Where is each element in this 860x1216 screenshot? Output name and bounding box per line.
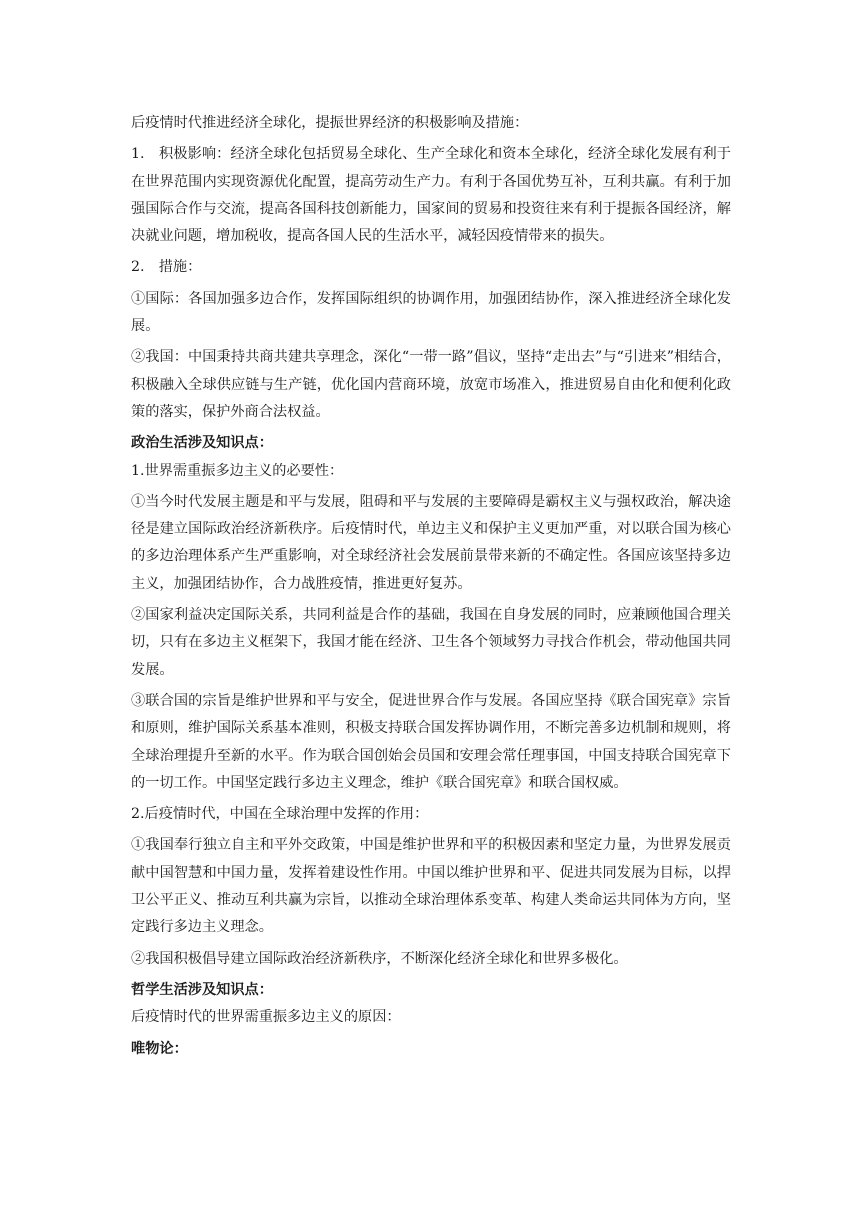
measure-china: ②我国：中国秉持共商共建共享理念，深化“一带一路”倡议，坚持“走出去”与“引进来”相结合，积极融入全球供应链与生产链，优化国内营商环境，放宽市场准入，推进贸易自由化和便利化政策的落实，保护外商合法权益。 xyxy=(131,349,731,420)
point-1-positive-impact: 1. 积极影响：经济全球化包括贸易全球化、生产全球化和资本全球化，经济全球化发展有利于在世界范围内实现资源优化配置，提高劳动生产力。有利于各国优势互补，互利共赢。有利于加强国际合作与交流，提高各国科技创新能力，国家间的贸易和投资往来有利于提振各国经济，解决就业问题，增加税收，提高各国人民的生活水平，减轻因疫情带来的损失。 xyxy=(131,146,731,245)
philosophy-reason: 后疫情时代的世界需重振多边主义的原因： xyxy=(131,1009,401,1026)
point-2-measures: 2. 措施： xyxy=(131,259,202,276)
politics-item-1: 1.世界需重振多边主义的必要性： xyxy=(131,462,344,479)
heading-politics: 政治生活涉及知识点： xyxy=(131,435,273,452)
politics-item-1-c: ③联合国的宗旨是维护世界和平与安全，促进世界合作与发展。各国应坚持《联合国宪章》宗旨和原则，维护国际关系基本准则，积极支持联合国发挥协调作用，不断完善多边机制和规则，将全球治理提升至新的水平。作为联合国创始会员国和安理会常任理事国，中国支持联合国宪章下的一切工作。中国坚定践行多边主义理念，维护《联合国宪章》和联合国权威。 xyxy=(131,692,731,791)
heading-philosophy: 哲学生活涉及知识点： xyxy=(131,981,273,998)
intro-line: 后疫情时代推进经济全球化，提振世界经济的积极影响及措施： xyxy=(131,115,529,131)
measure-international: ①国际：各国加强多边合作，发挥国际组织的协调作用，加强团结协作，深入推进经济全球化发展。 xyxy=(131,290,731,335)
politics-item-2: 2.后疫情时代，中国在全球治理中发挥的作用： xyxy=(131,806,429,823)
politics-item-1-a: ①当今时代发展主题是和平与发展，阻碍和平与发展的主要障碍是霸权主义与强权政治，解决途径是建立国际政治经济新秩序。后疫情时代，单边主义和保护主义更加严重，对以联合国为核心的多边治理体系产生严重影响，对全球经济社会发展前景带来新的不确定性。各国应该坚持多边主义，加强团结协作，合力战胜疫情，推进更好复苏。 xyxy=(131,493,731,592)
politics-item-2-b: ②我国积极倡导建立国际政治经济新秩序，不断深化经济全球化和世界多极化。 xyxy=(131,950,628,967)
document-body xyxy=(131,110,731,1063)
politics-item-1-b: ②国家利益决定国际关系，共同利益是合作的基础，我国在自身发展的同时，应兼顾他国合理关切，只有在多边主义框架下，我国才能在经济、卫生各个领域努力寻找合作机会，带动他国共同发展。 xyxy=(131,607,731,678)
politics-item-2-a: ①我国奉行独立自主和平外交政策，中国是维护世界和平的积极因素和坚定力量，为世界发展贡献中国智慧和中国力量，发挥着建设性作用。中国以维护世界和平、促进共同发展为目标，以捍卫公平正义、推动互利共赢为宗旨，以推动全球治理体系变革、构建人类命运共同体为方向，坚定践行多边主义理念。 xyxy=(131,837,731,936)
heading-materialism: 唯物论： xyxy=(131,1040,188,1057)
